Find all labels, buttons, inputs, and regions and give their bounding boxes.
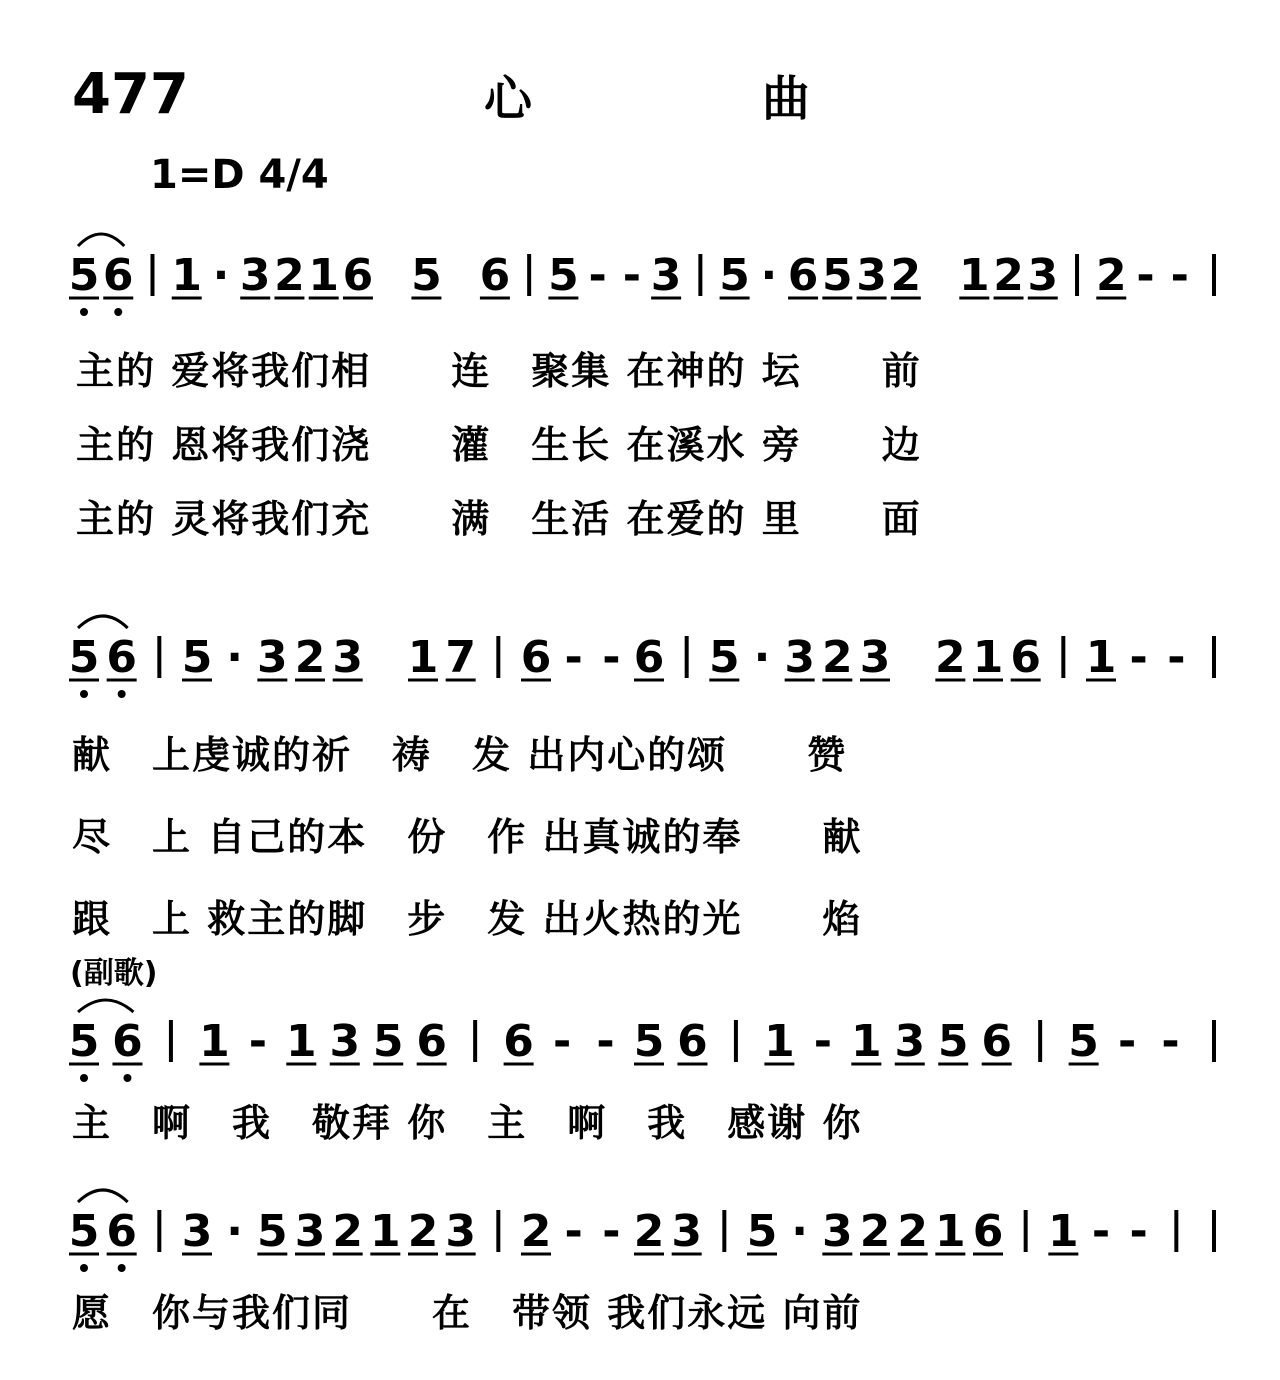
sustain-dash: - bbox=[1136, 250, 1155, 301]
note: 2 bbox=[897, 1206, 928, 1257]
note: 5 bbox=[746, 1206, 778, 1257]
lyric-line-2-verse-1: 献 上虔诚的祈 祷 发 出内心的颂 赞 bbox=[72, 733, 848, 777]
slur-arc bbox=[78, 1190, 128, 1202]
note: 5 bbox=[937, 1016, 969, 1067]
note: 5 bbox=[719, 250, 750, 301]
note: 2 bbox=[332, 1206, 363, 1257]
sustain-dash: - bbox=[1161, 1016, 1180, 1067]
note: 6 bbox=[972, 1206, 1004, 1257]
note: · bbox=[226, 1206, 244, 1257]
sustain-dash: - bbox=[1170, 250, 1189, 301]
note: 1 bbox=[850, 1016, 882, 1067]
lyric-line-2-verse-2: 尽 上 自己的本 份 作 出真诚的奉 献 bbox=[72, 815, 863, 859]
note: 1 bbox=[1085, 632, 1117, 683]
note: 5 bbox=[181, 632, 213, 683]
lyric-line-1-verse-3: 主的 灵将我们充 满 生活 在爱的 里 面 bbox=[76, 497, 922, 541]
note: 6 bbox=[102, 250, 134, 301]
note: 1 bbox=[764, 1016, 795, 1067]
note: 3 bbox=[894, 1016, 926, 1067]
note: 6 bbox=[106, 632, 137, 683]
sustain-dash: - bbox=[602, 632, 621, 683]
note: 5 bbox=[709, 632, 740, 683]
lyric-line-3: 主 啊 我 敬拜 你 主 啊 我 感谢 你 bbox=[72, 1101, 863, 1145]
note: 5 bbox=[822, 250, 853, 301]
note: 5 bbox=[257, 1206, 288, 1257]
octave-dot bbox=[80, 690, 88, 698]
note: 2 bbox=[294, 632, 326, 683]
note: 3 bbox=[822, 1206, 853, 1257]
note: 5 bbox=[372, 1016, 404, 1067]
octave-dot bbox=[123, 1074, 131, 1082]
note: 1 bbox=[370, 1206, 401, 1257]
note: 6 bbox=[1010, 632, 1041, 683]
note: 3 bbox=[856, 250, 887, 301]
note: 2 bbox=[993, 250, 1024, 301]
note: 2 bbox=[633, 1206, 665, 1257]
sustain-dash: - bbox=[622, 250, 642, 301]
sustain-dash: - bbox=[552, 1016, 572, 1067]
note: 5 bbox=[68, 250, 100, 301]
octave-dot bbox=[80, 1074, 88, 1082]
note: 6 bbox=[677, 1016, 708, 1067]
note: 6 bbox=[633, 632, 665, 683]
note: · bbox=[753, 632, 771, 683]
note: 2 bbox=[935, 632, 966, 683]
note: 1 bbox=[1048, 1206, 1079, 1257]
note: 5 bbox=[68, 632, 100, 683]
note: · bbox=[226, 632, 244, 683]
note: 1 bbox=[972, 632, 1004, 683]
note: 6 bbox=[981, 1016, 1013, 1067]
note: 3 bbox=[329, 1016, 361, 1067]
note: 6 bbox=[520, 632, 552, 683]
note: 5 bbox=[633, 1016, 665, 1067]
note: 3 bbox=[784, 632, 815, 683]
sustain-dash: - bbox=[1129, 632, 1148, 683]
note: 3 bbox=[671, 1206, 702, 1257]
note: · bbox=[760, 250, 778, 301]
note: 1 bbox=[958, 250, 990, 301]
note: 1 bbox=[171, 250, 203, 301]
title-char-1: 心 bbox=[484, 71, 533, 127]
note: · bbox=[212, 250, 230, 301]
title-char-2: 曲 bbox=[762, 71, 811, 127]
note: 5 bbox=[68, 1206, 100, 1257]
sustain-dash: - bbox=[1091, 1206, 1111, 1257]
note: 6 bbox=[106, 1206, 137, 1257]
note: 6 bbox=[503, 1016, 534, 1067]
note: 2 bbox=[1095, 250, 1127, 301]
hymn-number: 477 bbox=[72, 62, 189, 127]
octave-dot bbox=[114, 308, 122, 316]
octave-dot bbox=[80, 308, 88, 316]
note: 2 bbox=[890, 250, 922, 301]
note: 3 bbox=[1027, 250, 1059, 301]
note: 5 bbox=[411, 250, 442, 301]
note: 3 bbox=[257, 632, 288, 683]
sustain-dash: - bbox=[602, 1206, 621, 1257]
note: 5 bbox=[68, 1016, 100, 1067]
lyric-line-2-verse-3: 跟 上 救主的脚 步 发 出火热的光 焰 bbox=[72, 897, 863, 941]
note: 6 bbox=[112, 1016, 143, 1067]
note: 2 bbox=[274, 250, 305, 301]
octave-dot bbox=[118, 1264, 126, 1272]
note: 3 bbox=[650, 250, 682, 301]
note: 1 bbox=[285, 1016, 317, 1067]
note: 1 bbox=[935, 1206, 966, 1257]
sustain-dash: - bbox=[1129, 1206, 1148, 1257]
note: 2 bbox=[859, 1206, 891, 1257]
note: 1 bbox=[407, 632, 439, 683]
note: · bbox=[791, 1206, 809, 1257]
note: 3 bbox=[181, 1206, 213, 1257]
lyric-line-1-verse-1: 主的 爱将我们相 连 聚集 在神的 坛 前 bbox=[76, 349, 922, 393]
slur-arc bbox=[78, 616, 128, 628]
note: 6 bbox=[416, 1016, 448, 1067]
note: 2 bbox=[822, 632, 853, 683]
note: 6 bbox=[787, 250, 819, 301]
sustain-dash: - bbox=[564, 632, 583, 683]
sustain-dash: - bbox=[1167, 632, 1186, 683]
chorus-label: (副歌) bbox=[70, 956, 158, 991]
note: 5 bbox=[1068, 1016, 1099, 1067]
note: 3 bbox=[239, 250, 271, 301]
lyric-line-1-verse-2: 主的 恩将我们浇 灌 生长 在溪水 旁 边 bbox=[76, 423, 922, 467]
note: 7 bbox=[445, 632, 476, 683]
note: 6 bbox=[479, 250, 511, 301]
note: 3 bbox=[294, 1206, 326, 1257]
note: 3 bbox=[332, 632, 363, 683]
note: 3 bbox=[859, 632, 891, 683]
lyric-line-4: 愿 你与我们同 在 带领 我们永远 向前 bbox=[72, 1291, 863, 1335]
sustain-dash: - bbox=[813, 1016, 832, 1067]
sustain-dash: - bbox=[1117, 1016, 1137, 1067]
sustain-dash: - bbox=[588, 250, 607, 301]
note: 5 bbox=[548, 250, 579, 301]
note: 6 bbox=[342, 250, 374, 301]
sustain-dash: - bbox=[248, 1016, 267, 1067]
octave-dot bbox=[80, 1264, 88, 1272]
note: 2 bbox=[407, 1206, 439, 1257]
note: 2 bbox=[520, 1206, 552, 1257]
note: 1 bbox=[308, 250, 340, 301]
octave-dot bbox=[118, 690, 126, 698]
note: 3 bbox=[445, 1206, 476, 1257]
note: 1 bbox=[199, 1016, 230, 1067]
slur-arc bbox=[78, 234, 124, 246]
slur-arc bbox=[78, 1000, 133, 1012]
sustain-dash: - bbox=[564, 1206, 583, 1257]
sustain-dash: - bbox=[596, 1016, 615, 1067]
key-signature: 1=D 4/4 bbox=[150, 152, 329, 198]
